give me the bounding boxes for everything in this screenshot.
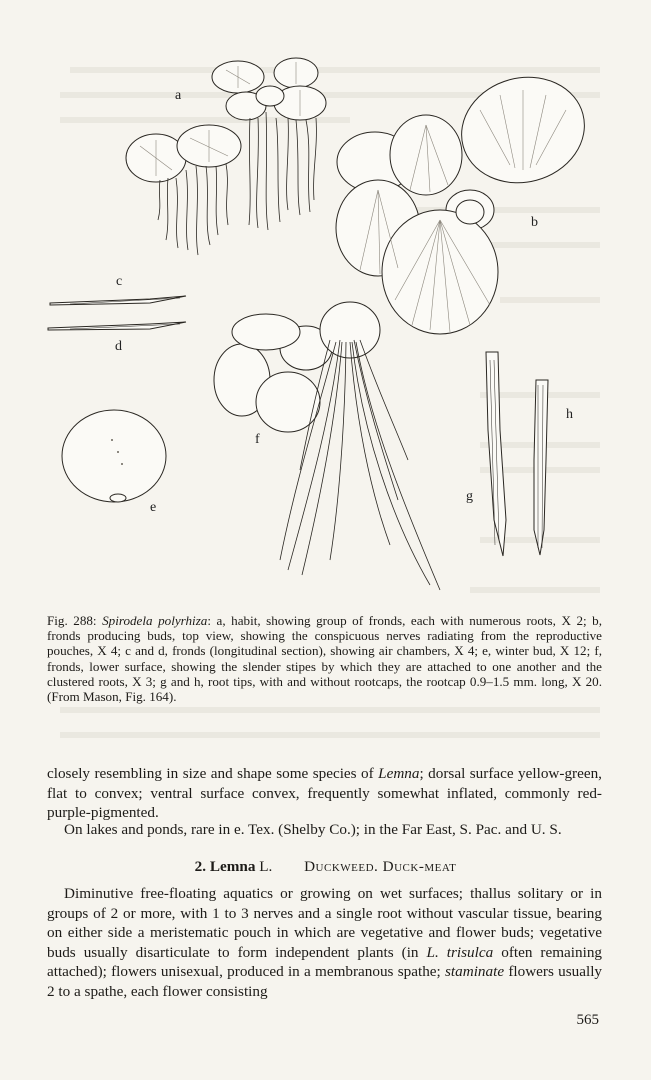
fig-e-winter-bud xyxy=(62,410,166,502)
paragraph-description: closely resembling in size and shape some species of Lemna; dorsal surface yellow-green, flat to convex; ventral surface convex, frequently somewhat inflated, commonly red-purple-pigmented. xyxy=(47,765,602,822)
caption-text: : a, habit, showing group of fronds, each with numerous roots, X 2; b, fronds producing buds, top view, showing the conspicuous nerves radiating from the reproductive pouches, X 4; c and d, fronds (longitudinal section), showing air chambers, X 4; e, winter bud, X 12; f, fronds, lower surface, showing the slender stipes by which they are attached to one another and the clustered roots, X 3; g and h, root tips, with and without rootcaps, the rootcap 0.9–1.5 mm. long, X 20. (From Mason, Fig. 164). xyxy=(47,613,603,705)
caption-fig-number: Fig. 288: xyxy=(47,613,97,628)
italic-l-trisulca: L. trisulca xyxy=(426,943,494,961)
page-number: 565 xyxy=(576,1012,599,1028)
genus-common-name: Duckweed. Duck-meat xyxy=(304,858,457,875)
fig-label-f: f xyxy=(255,432,260,447)
genus-author: L. xyxy=(259,858,273,875)
italic-staminate: staminate xyxy=(445,963,505,981)
fig-g-root-tip-with-rootcap xyxy=(486,352,506,556)
fig-b-fronds-top-view xyxy=(336,64,596,334)
paragraph-genus-description: Diminutive free-floating aquatics or growing on wet surfaces; thallus solitary or in groups of 2 or more, with 1 to 3 nerves and a single root without vascular tissue, bearing on either side a meristematic pouch in which are vegetative and flower buds; vegetative buds usually disarticulate to form independent plants (in L. trisulca often remaining attached); flowers unisexual, produced in a membranous spathe; staminate flowers usually 2 to a spathe, each flower consisting xyxy=(47,885,603,1000)
genus-heading xyxy=(0,858,651,876)
fig-label-d: d xyxy=(115,339,122,354)
figure-caption xyxy=(47,613,602,704)
fig-a-habit-group xyxy=(126,58,326,255)
fig-label-c: c xyxy=(116,274,123,289)
genus-number-name: 2. Lemna xyxy=(194,858,256,875)
caption-species: Spirodela polyrhiza xyxy=(102,613,208,628)
fig-label-a: a xyxy=(175,88,182,103)
fig-label-e: e xyxy=(150,500,157,515)
paragraph-distribution: On lakes and ponds, rare in e. Tex. (Shelby Co.); in the Far East, S. Pac. and U. S. xyxy=(64,821,562,838)
italic-lemna: Lemna xyxy=(378,765,420,782)
fig-label-b: b xyxy=(531,215,538,230)
fig-c-d-sections xyxy=(48,296,186,330)
fig-label-h: h xyxy=(566,407,573,422)
fig-h-root-tip-without-rootcap xyxy=(534,380,548,555)
fig-f-fronds-lower-surface xyxy=(214,302,440,590)
fig-label-g: g xyxy=(466,489,473,504)
